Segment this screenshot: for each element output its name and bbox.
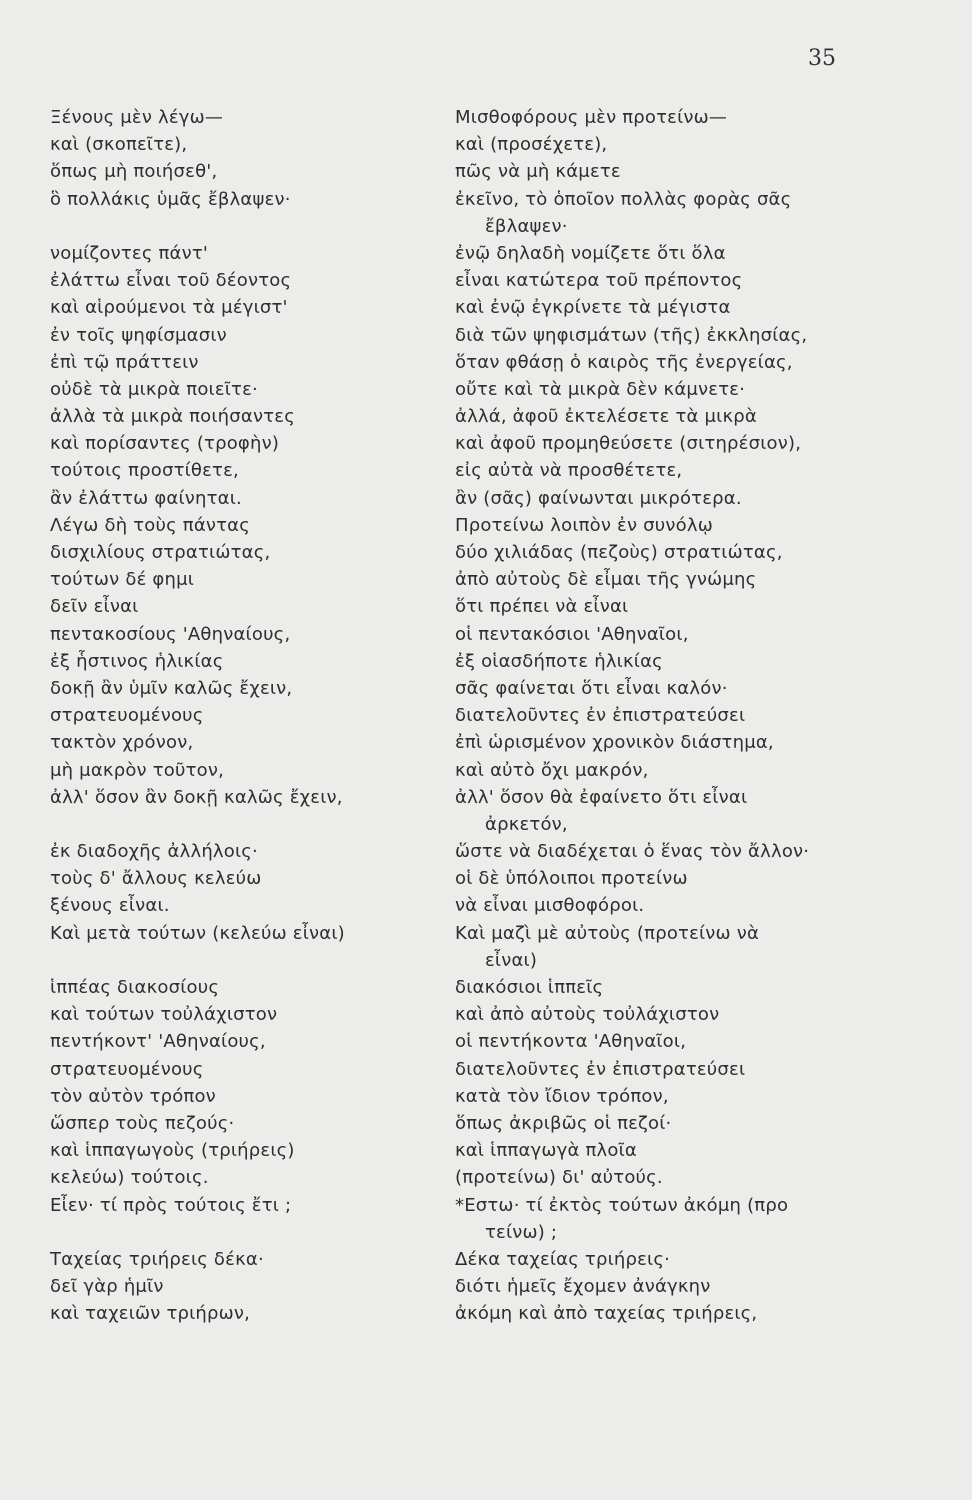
right-column-line: καὶ ἱππαγωγὰ πλοῖα [455,1140,637,1162]
right-column-line: οὔτε καὶ τὰ μικρὰ δὲν κάμνετε· [455,378,746,400]
left-column-ancient-text [50,104,445,1327]
right-column-line: δύο χιλιάδας (πεζοὺς) στρατιώτας, [455,542,783,563]
left-column-line: καὶ (σκοπεῖτε), [50,134,188,156]
left-column-line: Καὶ μετὰ τούτων (κελεύω εἶναι) [50,922,345,944]
left-column-line: οὐδὲ τὰ μικρὰ ποιεῖτε· [50,378,258,400]
left-column-line: Εἶεν· τί πρὸς τούτοις ἔτι ; [50,1194,292,1216]
right-column-line: Προτείνω λοιπὸν ἐν συνόλῳ [455,514,713,536]
right-column-line: ὥστε νὰ διαδέχεται ὁ ἕνας τὸν ἄλλον· [455,841,810,863]
left-column-line: τακτὸν χρόνον, [50,732,194,754]
left-column-line: μὴ μακρὸν τοῦτον, [50,759,225,781]
right-column-line: εἶναι) [485,949,538,971]
right-column-line: καὶ (προσέχετε), [455,134,608,156]
left-column-line: ἱππέας διακοσίους [50,977,220,998]
right-column-modern-translation [455,104,915,1327]
right-column-line: ἀρκετόν, [485,813,568,835]
right-column-line: πῶς νὰ μὴ κάμετε [455,161,621,183]
right-column-line: ἀκόμη καὶ ἀπὸ ταχείας τριήρεις, [455,1303,758,1325]
left-column-line: δοκῇ ἂν ὑμῖν καλῶς ἔχειν, [50,677,293,699]
right-column-line: κατὰ τὸν ἴδιον τρόπον, [455,1085,669,1107]
right-column-line: καὶ ἐνῷ ἐγκρίνετε τὰ μέγιστα [455,297,731,319]
left-column-line: πεντακοσίους 'Αθηναίους, [50,623,291,645]
right-column-line: ἐνῷ δηλαδὴ νομίζετε ὅτι ὅλα [455,242,726,264]
right-column-line: ἂν (σᾶς) φαίνωνται μικρότερα. [455,487,742,509]
right-column-line: ἀπὸ αὐτοὺς δὲ εἶμαι τῆς γνώμης [455,569,757,591]
left-column-line: καὶ πορίσαντες (τροφὴν) [50,433,280,455]
right-column-line: διότι ἡμεῖς ἔχομεν ἀνάγκην [455,1276,711,1298]
left-column-line: πεντήκοντ' 'Αθηναίους, [50,1031,266,1053]
left-column-line: νομίζοντες πάντ' [50,242,209,264]
page-number: 35 [808,46,836,71]
left-column-line: Ταχείας τριήρεις δέκα· [50,1248,264,1270]
right-column-line: εἰς αὐτὰ νὰ προσθέτετε, [455,460,683,482]
left-column-line: δεῖν εἶναι [50,596,139,618]
left-column-line: ἐν τοῖς ψηφίσμασιν [50,324,227,346]
right-column-line: *Εστω· τί ἐκτὸς τούτων ἀκόμη (προ [455,1194,789,1216]
left-column-line: ἐλάττω εἶναι τοῦ δέοντος [50,270,292,292]
right-column-line: διατελοῦντες ἐν ἐπιστρατεύσει [455,1058,746,1080]
right-column-line: ὅτι πρέπει νὰ εἶναι [455,596,629,618]
left-column-line: ὥσπερ τοὺς πεζούς· [50,1112,235,1134]
left-column-line: καὶ ἱππαγωγοὺς (τριήρεις) [50,1140,295,1162]
right-column-line: οἱ πεντήκοντα 'Αθηναῖοι, [455,1031,687,1053]
right-column-line: καὶ ἀφοῦ προμηθεύσετε (σιτηρέσιον), [455,433,802,455]
right-column-line: (προτείνω) δι' αὐτούς. [455,1167,663,1189]
left-column-line: ἀλλὰ τὰ μικρὰ ποιήσαντες [50,406,295,428]
right-column-line: ἐπὶ ὡρισμένον χρονικὸν διάστημα, [455,732,774,754]
left-column-line: Λέγω δὴ τοὺς πάντας [50,514,251,536]
left-column-line [50,213,445,240]
right-column-line: διὰ τῶν ψηφισμάτων (τῆς) ἐκκλησίας, [455,324,808,346]
right-column-line: Μισθοφόρους μὲν προτείνω— [455,107,728,128]
left-column-line: δισχιλίους στρατιώτας, [50,542,271,563]
left-column-line: δεῖ γὰρ ἡμῖν [50,1276,164,1298]
right-column-line: Καὶ μαζὶ μὲ αὐτοὺς (προτείνω νὰ [455,922,760,944]
right-column-line: σᾶς φαίνεται ὅτι εἶναι καλόν· [455,677,728,699]
left-column-line [50,947,445,974]
right-column-line: διακόσιοι ἱππεῖς [455,977,604,998]
right-column-line: τείνω) ; [485,1221,558,1243]
right-column-line: εἶναι κατώτερα τοῦ πρέποντος [455,270,743,292]
right-column-line: ἐξ οἱασδήποτε ἡλικίας [455,650,663,672]
left-column-line: κελεύω) τούτοις. [50,1167,209,1189]
right-column-line: οἱ πεντακόσιοι 'Αθηναῖοι, [455,623,689,645]
left-column-line: στρατευομένους [50,705,204,727]
left-column-line: ὃ πολλάκις ὑμᾶς ἔβλαψεν· [50,188,291,210]
left-column-line: ἐπὶ τῷ πράττειν [50,351,199,373]
right-column-line: ἔβλαψεν· [485,215,568,237]
left-column-line: ὅπως μὴ ποιήσεθ', [50,161,218,183]
left-column-line: ἂν ἐλάττω φαίνηται. [50,487,242,509]
left-column-line: καὶ τούτων τοὐλάχιστον [50,1004,278,1026]
left-column-line: τὸν αὐτὸν τρόπον [50,1085,216,1107]
left-column-line: ἐκ διαδοχῆς ἀλλήλοις· [50,841,258,863]
right-column-line: ὅταν φθάσῃ ὁ καιρὸς τῆς ἐνεργείας, [455,351,793,373]
left-column-line: καὶ αἱρούμενοι τὰ μέγιστ' [50,297,288,319]
left-column-line: τοὺς δ' ἄλλους κελεύω [50,868,262,890]
right-column-line: καὶ ἀπὸ αὐτοὺς τοὐλάχιστον [455,1004,720,1026]
right-column-line: οἱ δὲ ὑπόλοιποι προτείνω [455,868,688,890]
left-column-line: Ξένους μὲν λέγω— [50,107,224,128]
right-column-line: ἀλλά, ἀφοῦ ἐκτελέσετε τὰ μικρὰ [455,406,757,428]
left-column-line: τούτων δέ φημι [50,569,195,591]
right-column-line: ἀλλ' ὅσον θὰ ἐφαίνετο ὅτι εἶναι [455,786,748,808]
left-column-line: ἐξ ἧστινος ἡλικίας [50,650,224,672]
left-column-line: καὶ ταχειῶν τριήρων, [50,1303,251,1325]
left-column-line: στρατευομένους [50,1058,204,1080]
left-column-line [50,1219,445,1246]
right-column-line: καὶ αὐτὸ ὄχι μακρόν, [455,759,649,781]
right-column-line: νὰ εἶναι μισθοφόροι. [455,895,645,917]
left-column-line: ξένους εἶναι. [50,895,170,917]
right-column-line: Δέκα ταχείας τριήρεις· [455,1248,671,1270]
right-column-line: διατελοῦντες ἐν ἐπιστρατεύσει [455,705,746,727]
right-column-line: ὅπως ἀκριβῶς οἱ πεζοί· [455,1112,672,1134]
left-column-line [50,811,445,838]
left-column-line: ἀλλ' ὅσον ἂν δοκῇ καλῶς ἔχειν, [50,786,343,808]
right-column-line: ἐκεῖνο, τὸ ὁποῖον πολλὰς φορὰς σᾶς [455,188,792,210]
left-column-line: τούτοις προστίθετε, [50,460,239,482]
